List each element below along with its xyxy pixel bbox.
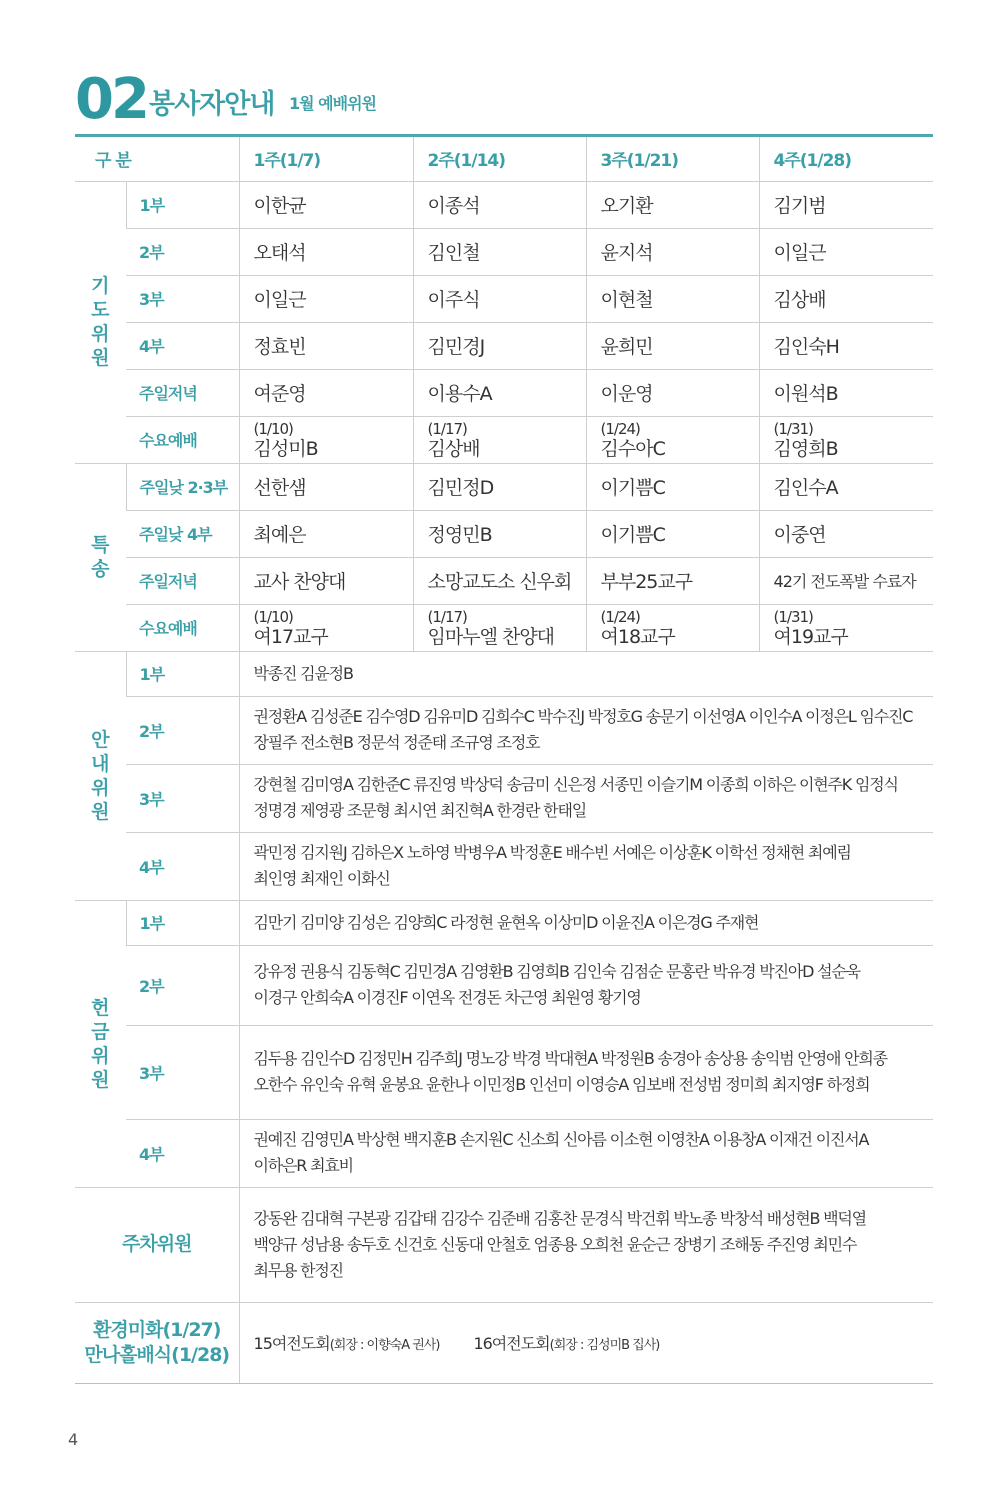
table-row <box>75 322 933 369</box>
header-gubun: 구 분 <box>75 137 239 181</box>
dated-cell: (1/10) 여17교구 <box>239 604 413 651</box>
header-week-4: 4주(1/28) <box>759 137 933 181</box>
names-cell: 강동완 김대혁 구본광 김갑태 김강수 김준배 김홍찬 문경식 박건휘 박노종 박창석 배성현B 백덕열 백양규 성남용 송두호 신건호 신동대 안철호 엄종용 오희천 윤순근 장병기 조해동 주진영 최민수 최무용 한정진 <box>239 1187 933 1302</box>
row-label: 3부 <box>126 275 239 322</box>
table-row <box>75 651 933 696</box>
row-label: 수요예배 <box>126 416 239 463</box>
table-row <box>75 900 933 945</box>
group-label-special: 특 송 <box>75 463 126 651</box>
name-cell: 이주식 <box>413 275 586 322</box>
name-cell: 소망교도소 신우회 <box>413 557 586 604</box>
name-cell: 김인숙H <box>759 322 933 369</box>
name-cell: 이중연 <box>759 510 933 557</box>
name-cell: 이기쁨C <box>586 463 759 510</box>
row-label: 4부 <box>126 1119 239 1187</box>
row-label: 주일저녁 <box>126 369 239 416</box>
section-subtitle: 1월 예배위원 <box>289 94 376 113</box>
name-cell: 이원석B <box>759 369 933 416</box>
dated-cell: (1/24) 여18교구 <box>586 604 759 651</box>
dated-cell: (1/31) 여19교구 <box>759 604 933 651</box>
name-cell: 선한샘 <box>239 463 413 510</box>
names-cell: 강현철 김미영A 김한준C 류진영 박상덕 송금미 신은정 서종민 이슬기M 이종희 이하은 이현주K 임정식 정명경 제영광 조문형 최시연 최진혁A 한경란 한태일 <box>239 764 933 832</box>
table-row <box>75 1119 933 1187</box>
names-cell: 곽민정 김지원J 김하은X 노하영 박병우A 박정훈E 배수빈 서예은 이상훈K 이학선 정채현 최예림 최인영 최재인 이화신 <box>239 832 933 900</box>
row-label: 2부 <box>126 945 239 1025</box>
name-cell: 이한균 <box>239 181 413 228</box>
names-cell: 김만기 김미양 김성은 김양희C 라정현 윤현옥 이상미D 이윤진A 이은경G 주재현 <box>239 900 933 945</box>
name-cell: 윤희민 <box>586 322 759 369</box>
table-header-row <box>75 137 933 181</box>
name-cell: 김상배 <box>759 275 933 322</box>
table-row <box>75 228 933 275</box>
name-cell: 이운영 <box>586 369 759 416</box>
name-cell: 정효빈 <box>239 322 413 369</box>
group-label-usher: 안 내 위 원 <box>75 651 126 900</box>
dated-cell: (1/17) 김상배 <box>413 416 586 463</box>
dated-cell: (1/10) 김성미B <box>239 416 413 463</box>
name-cell: 오기환 <box>586 181 759 228</box>
row-label: 주일낮 2·3부 <box>126 463 239 510</box>
row-label: 3부 <box>126 1025 239 1119</box>
section-number: 02 <box>75 67 147 132</box>
table-row <box>75 764 933 832</box>
table-row <box>75 696 933 764</box>
environment-label: 환경미화(1/27) 만나홀배식(1/28) <box>75 1302 239 1383</box>
table-row <box>75 1187 933 1302</box>
environment-cell: 15여전도회(회장 : 이향숙A 권사) 16여전도회(회장 : 김성미B 집사) <box>239 1302 933 1383</box>
name-cell: 최예은 <box>239 510 413 557</box>
row-label: 3부 <box>126 764 239 832</box>
row-label: 1부 <box>126 900 239 945</box>
volunteer-table <box>75 137 933 1384</box>
table-row <box>75 604 933 651</box>
table-row <box>75 832 933 900</box>
table-row <box>75 416 933 463</box>
name-cell: 42기 전도폭발 수료자 <box>759 557 933 604</box>
dated-cell: (1/24) 김수아C <box>586 416 759 463</box>
name-cell: 김인철 <box>413 228 586 275</box>
table-row <box>75 557 933 604</box>
row-label: 1부 <box>126 181 239 228</box>
name-cell: 이일근 <box>759 228 933 275</box>
name-cell: 김기범 <box>759 181 933 228</box>
names-cell: 강유정 권용식 김동혁C 김민경A 김영환B 김영희B 김인숙 김점순 문홍란 박유경 박진아D 설순욱 이경구 안희숙A 이경진F 이연옥 전경돈 차근영 최원영 황기영 <box>239 945 933 1025</box>
name-cell: 김민정D <box>413 463 586 510</box>
table-row <box>75 1302 933 1383</box>
name-cell: 정영민B <box>413 510 586 557</box>
section-header <box>75 67 933 137</box>
row-label: 4부 <box>126 832 239 900</box>
table-row <box>75 463 933 510</box>
name-cell: 이용수A <box>413 369 586 416</box>
section-title: 봉사자안내 <box>149 89 275 120</box>
row-label: 수요예배 <box>126 604 239 651</box>
name-cell: 이일근 <box>239 275 413 322</box>
group-label-prayer: 기 도 위 원 <box>75 181 126 463</box>
table-row <box>75 275 933 322</box>
names-cell: 김두용 김인수D 김정민H 김주희J 명노강 박경 박대현A 박정원B 송경아 송상용 송익범 안영애 안희종 오한수 유인숙 유혁 윤봉요 윤한나 이민정B 인선미 이영승A 임보배 전성범 정미희 최지영F 하정희 <box>239 1025 933 1119</box>
row-label: 2부 <box>126 696 239 764</box>
row-label: 주일저녁 <box>126 557 239 604</box>
header-week-1: 1주(1/7) <box>239 137 413 181</box>
row-label: 2부 <box>126 228 239 275</box>
group-label-offering: 헌 금 위 원 <box>75 900 126 1187</box>
row-label: 1부 <box>126 651 239 696</box>
names-cell: 권예진 김영민A 박상현 백지훈B 손지원C 신소희 신아름 이소현 이영찬A 이용창A 이재건 이진서A 이하은R 최효비 <box>239 1119 933 1187</box>
header-week-2: 2주(1/14) <box>413 137 586 181</box>
dated-cell: (1/31) 김영희B <box>759 416 933 463</box>
names-cell: 권정환A 김성준E 김수영D 김유미D 김희수C 박수진J 박정호G 송문기 이선영A 이인수A 이정은L 임수진C 장필주 전소현B 정문석 정준태 조규영 조정호 <box>239 696 933 764</box>
name-cell: 부부25교구 <box>586 557 759 604</box>
name-cell: 김민경J <box>413 322 586 369</box>
row-label: 주일낮 4부 <box>126 510 239 557</box>
name-cell: 윤지석 <box>586 228 759 275</box>
parking-label: 주차위원 <box>75 1187 239 1302</box>
names-cell: 박종진 김윤정B <box>239 651 933 696</box>
table-row <box>75 510 933 557</box>
row-label: 4부 <box>126 322 239 369</box>
name-cell: 교사 찬양대 <box>239 557 413 604</box>
table-row <box>75 945 933 1025</box>
dated-cell: (1/17) 임마누엘 찬양대 <box>413 604 586 651</box>
page-number: 4 <box>68 1430 79 1449</box>
name-cell: 이종석 <box>413 181 586 228</box>
table-row <box>75 181 933 228</box>
name-cell: 오태석 <box>239 228 413 275</box>
name-cell: 이현철 <box>586 275 759 322</box>
table-row <box>75 369 933 416</box>
name-cell: 김인수A <box>759 463 933 510</box>
name-cell: 이기쁨C <box>586 510 759 557</box>
table-row <box>75 1025 933 1119</box>
name-cell: 여준영 <box>239 369 413 416</box>
header-week-3: 3주(1/21) <box>586 137 759 181</box>
